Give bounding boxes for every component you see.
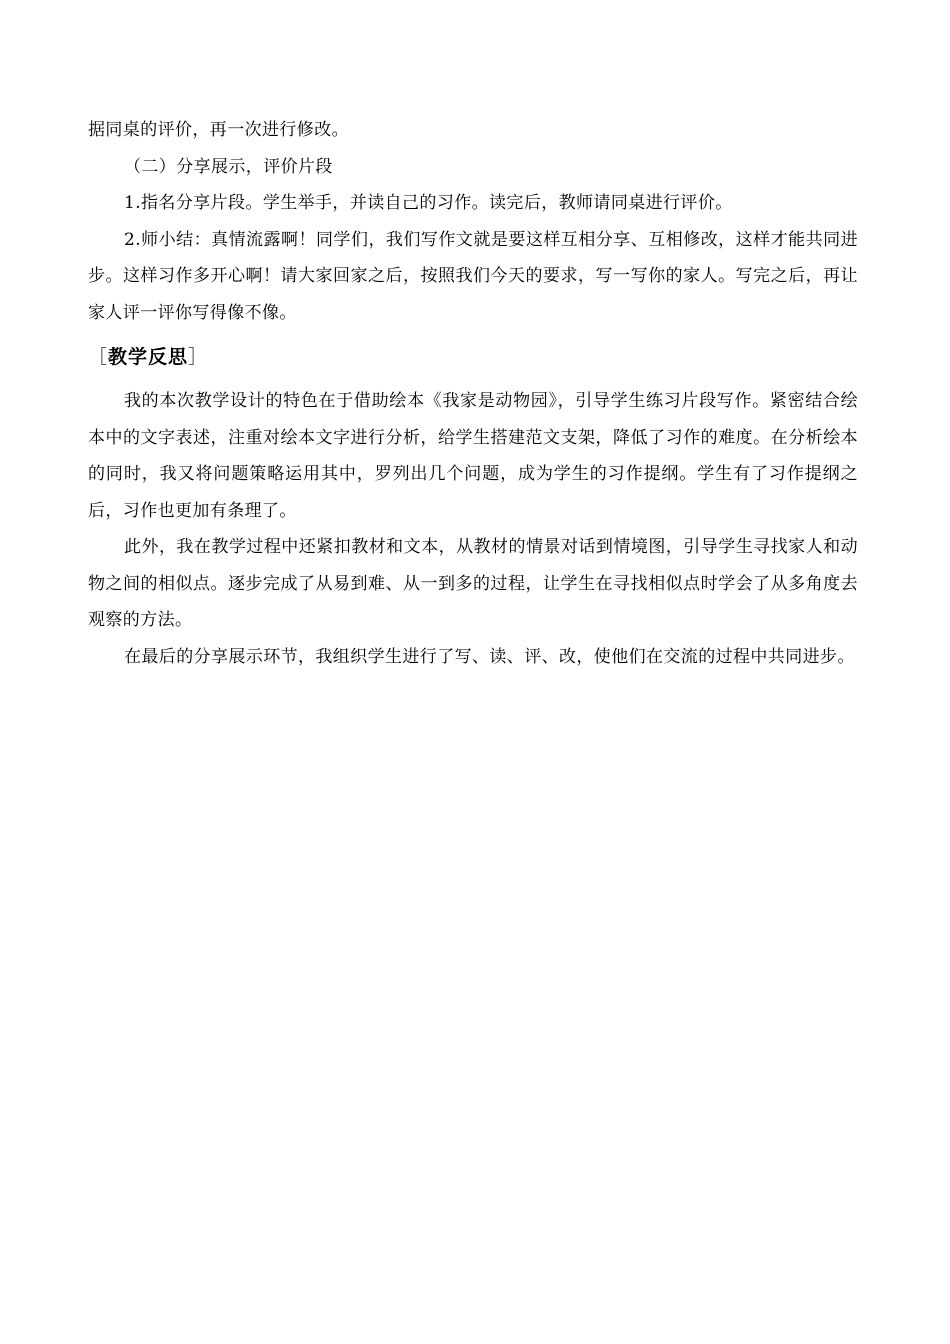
paragraph-step-1: 1.指名分享片段。学生举手，并读自己的习作。读完后，教师请同桌进行评价。 bbox=[124, 193, 733, 213]
document-content bbox=[88, 112, 858, 675]
heading-title: 教学反思 bbox=[108, 346, 189, 368]
reflection-paragraph-1: 我的本次教学设计的特色在于借助绘本《我家是动物园》，引导学生练习片段写作。紧密结合绘本中的文字表述，注重对绘本文字进行分析，给学生搭建范文支架，降低了习作的难度。在分析绘本的同时，我又将问题策略运用其中，罗列出几个问题，成为学生的习作提纲。学生有了习作提纲之后，习作也更加有条理了。 bbox=[88, 391, 858, 521]
paragraph-step-2: 2.师小结：真情流露啊！同学们，我们写作文就是要这样互相分享、互相修改，这样才能共同进步。这样习作多开心啊！请大家回家之后，按照我们今天的要求，写一写你的家人。写完之后，再让家人评一评你写得像不像。 bbox=[88, 229, 858, 323]
heading-open-bracket: ［ bbox=[88, 346, 109, 368]
section-heading-reflection bbox=[88, 339, 858, 375]
heading-close-bracket: ］ bbox=[188, 346, 209, 368]
paragraph-continuation: 据同桌的评价，再一次进行修改。 bbox=[88, 120, 349, 140]
subsection-title-share: （二）分享展示，评价片段 bbox=[124, 156, 333, 177]
reflection-paragraph-2: 此外，我在教学过程中还紧扣教材和文本，从教材的情景对话到情境图，引导学生寻找家人和动物之间的相似点。逐步完成了从易到难、从一到多的过程，让学生在寻找相似点时学会了从多角度去观察的方法。 bbox=[88, 537, 858, 630]
reflection-body bbox=[88, 383, 858, 675]
reflection-paragraph-3: 在最后的分享展示环节，我组织学生进行了写、读、评、改，使他们在交流的过程中共同进步。 bbox=[124, 646, 855, 667]
